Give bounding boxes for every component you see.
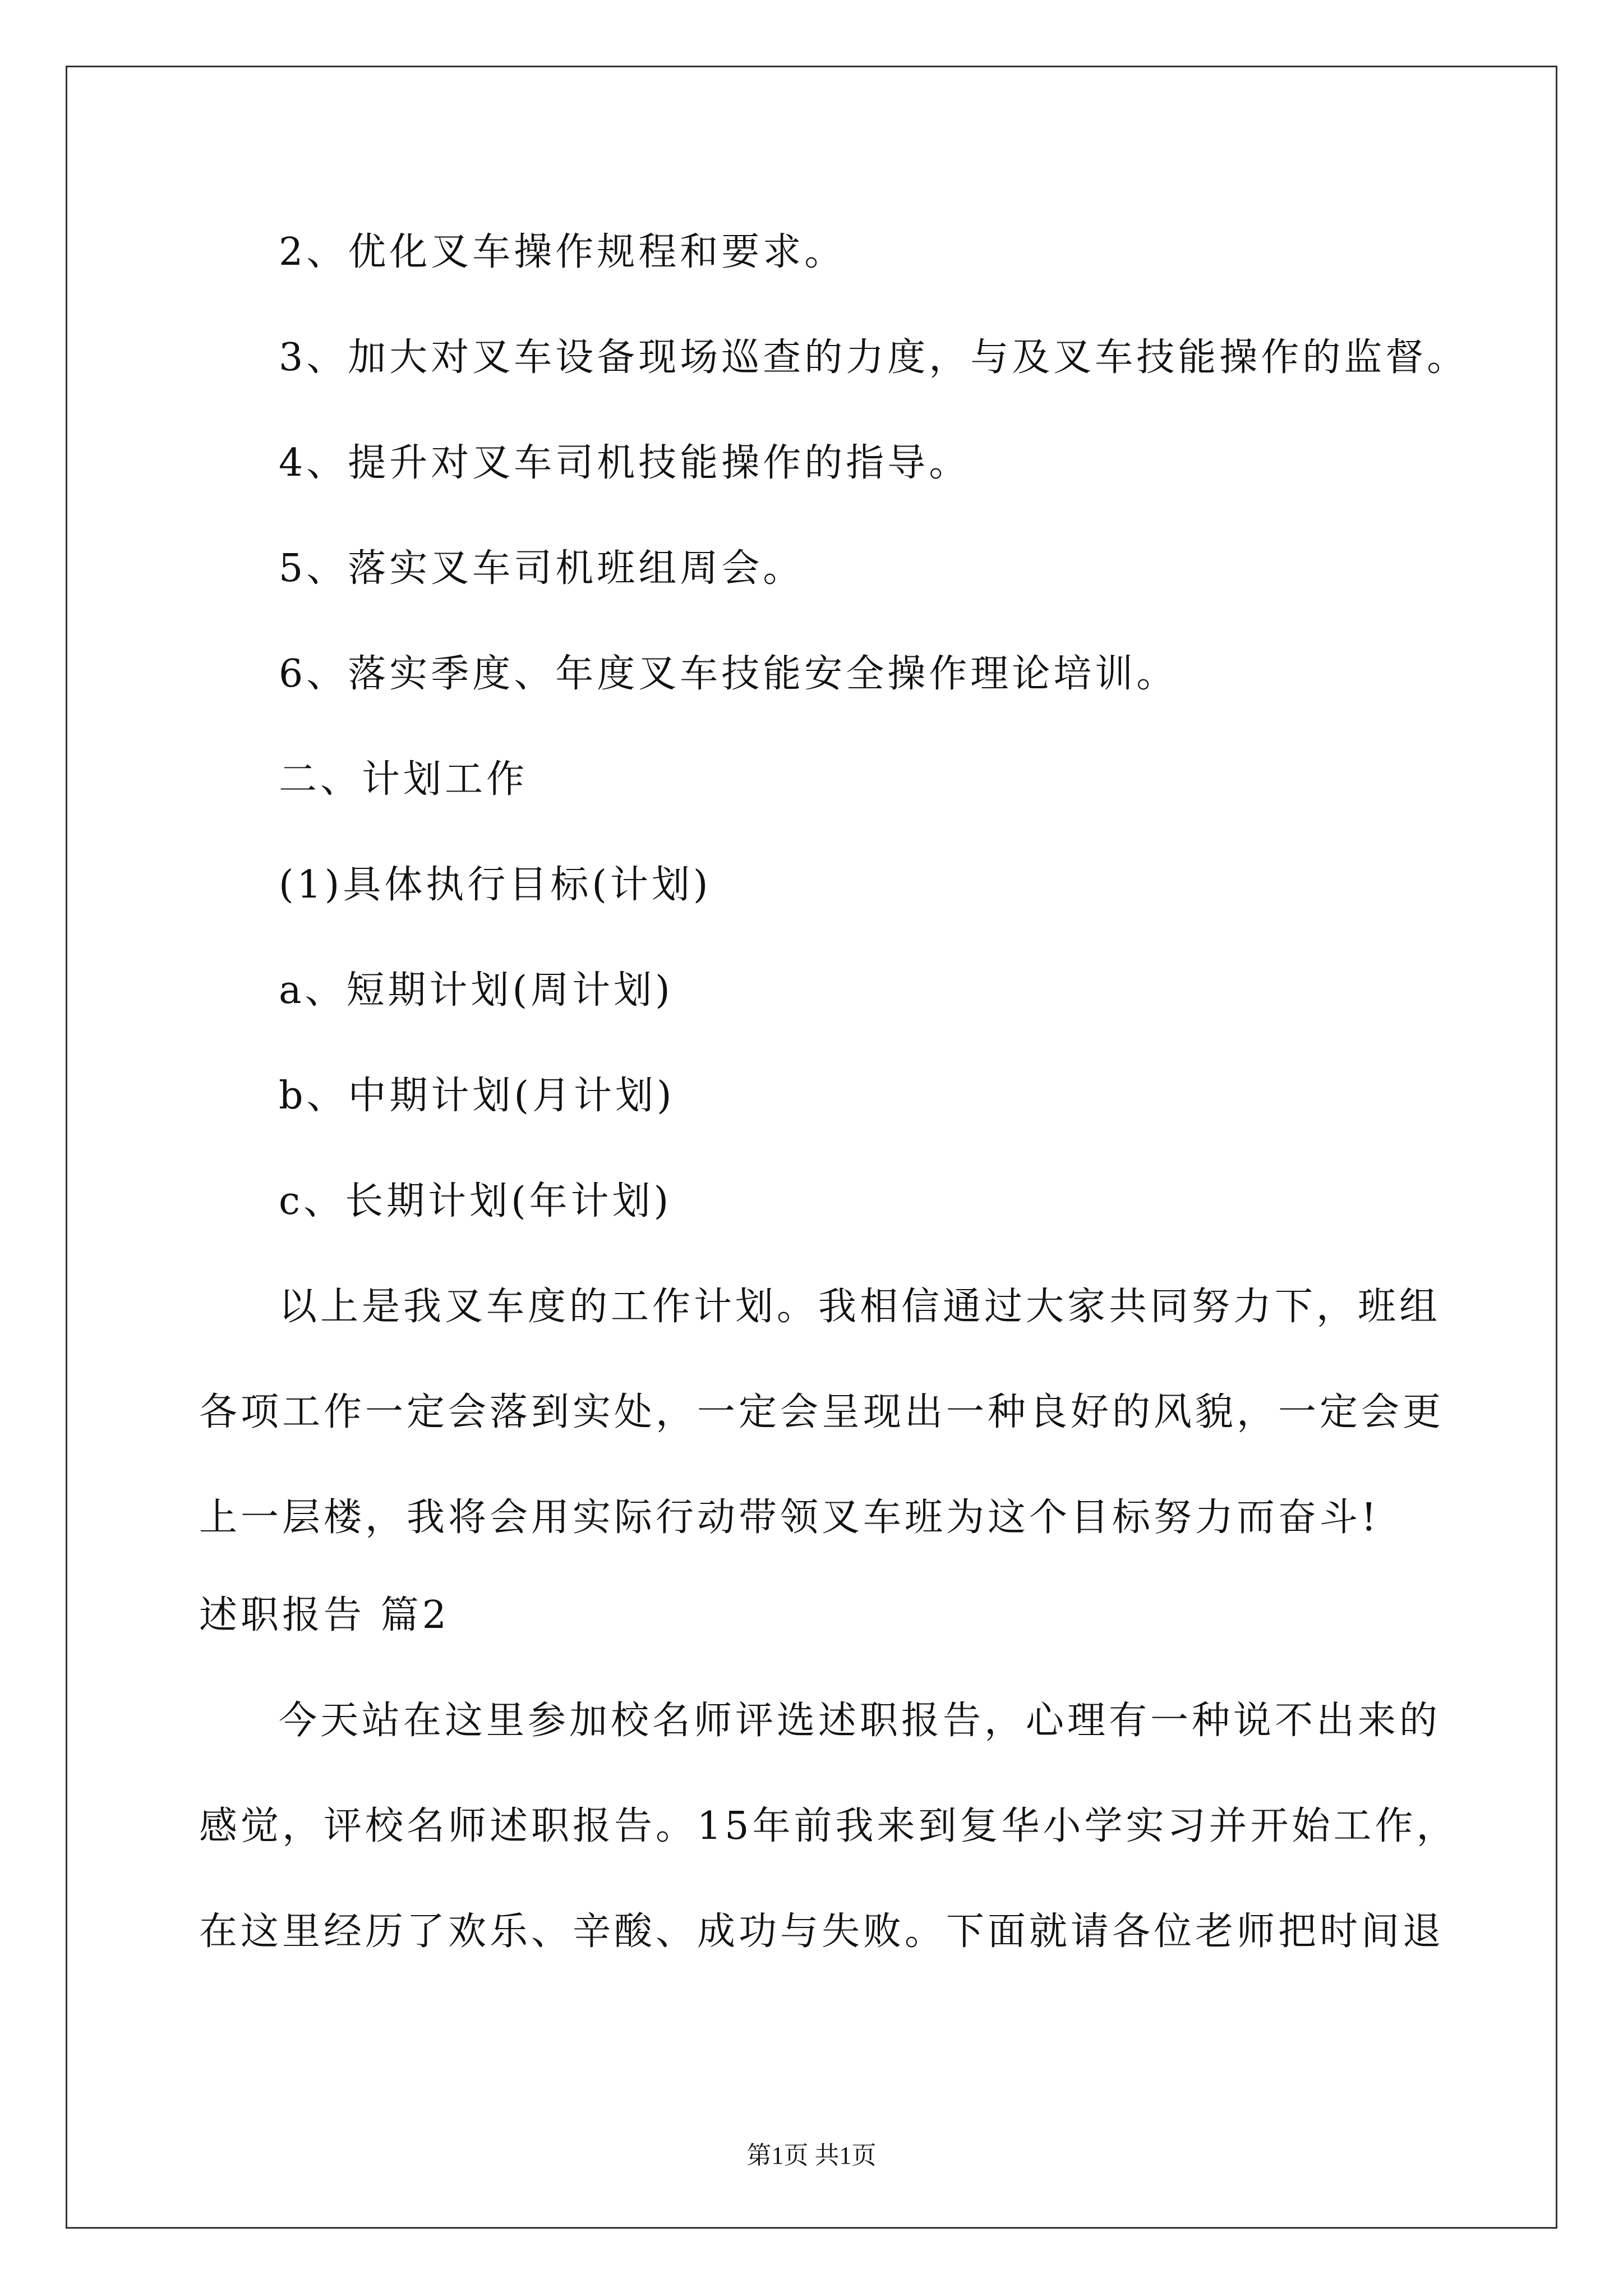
list-item: 3、加大对叉车设备现场巡查的力度，与及叉车技能操作的监督。 (279, 335, 1469, 380)
conclusion-paragraph-line: 以上是我叉车度的工作计划。我相信通过大家共同努力下，班组 (279, 1285, 1441, 1329)
conclusion-paragraph-line: 上一层楼，我将会用实际行动带领叉车班为这个目标努力而奋斗! (199, 1496, 1380, 1540)
report-paragraph-line: 今天站在这里参加校名师评选述职报告，心理有一种说不出来的 (279, 1699, 1441, 1743)
plan-item: a、短期计划(周计划) (279, 968, 674, 1013)
page-number-footer: 第1页 共1页 (746, 2142, 877, 2169)
conclusion-paragraph-line: 各项工作一定会落到实处，一定会呈现出一种良好的风貌，一定会更 (199, 1390, 1445, 1434)
list-item: 5、落实叉车司机班组周会。 (279, 546, 805, 591)
plan-item: c、长期计划(年计划) (279, 1179, 672, 1223)
sub-heading: (1)具体执行目标(计划) (279, 863, 712, 907)
page-frame (66, 66, 1557, 2229)
list-item: 6、落实季度、年度叉车技能安全操作理论培训。 (279, 652, 1178, 696)
plan-item: b、中期计划(月计划) (279, 1074, 675, 1118)
report-paragraph-line: 在这里经历了欢乐、辛酸、成功与失败。下面就请各位老师把时间退 (199, 1910, 1445, 1954)
list-item: 4、提升对叉车司机技能操作的指导。 (279, 441, 971, 485)
list-item: 2、优化叉车操作规程和要求。 (279, 230, 846, 274)
report-title: 述职报告 篇2 (199, 1593, 450, 1637)
report-paragraph-line: 感觉，评校名师述职报告。15年前我来到复华小学实习并开始工作， (199, 1804, 1458, 1848)
section-heading: 二、计划工作 (279, 757, 528, 802)
